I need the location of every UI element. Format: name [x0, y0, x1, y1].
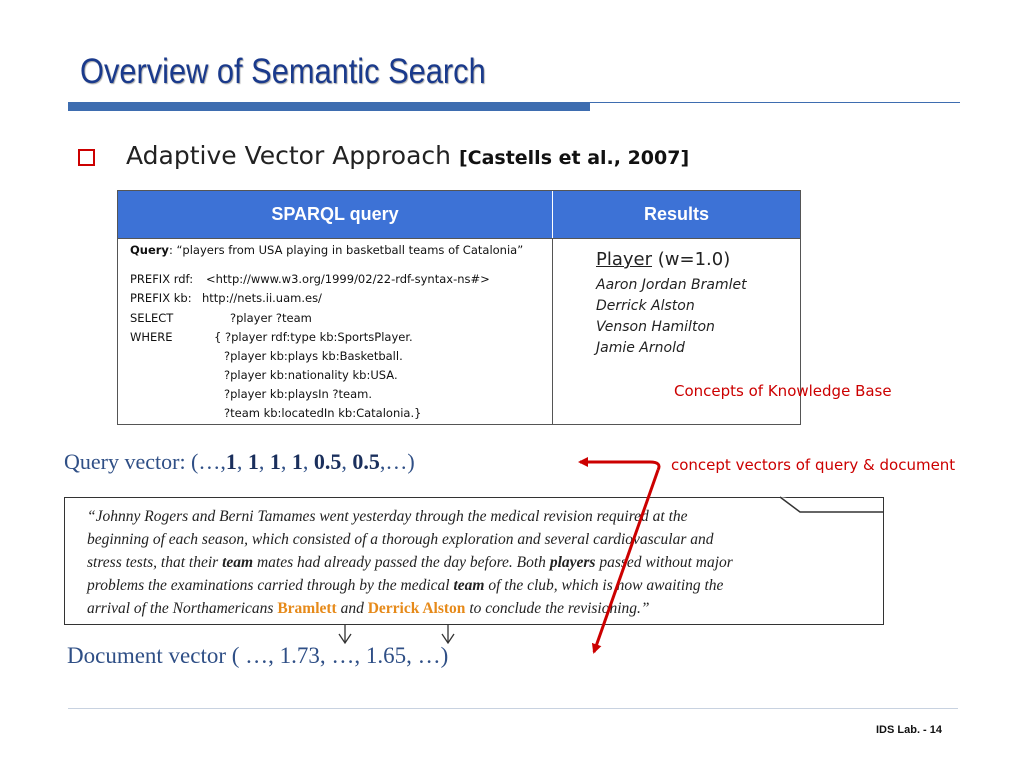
code-value: ?player ?team — [230, 311, 312, 325]
query-vector-value: 1 — [225, 449, 237, 474]
bullet-text: Adaptive Vector Approach — [126, 141, 451, 170]
document-concept-team: team — [453, 577, 485, 594]
down-arrow-icon — [339, 624, 351, 643]
table-header-results: Results — [553, 191, 800, 238]
bullet-citation: [Castells et al., 2007] — [458, 147, 690, 169]
arrow-to-query-vector-icon — [580, 462, 659, 470]
document-name-derrick-alston: Derrick Alston — [367, 600, 466, 617]
code-value: ?team kb:locatedIn kb:Catalonia.} — [224, 406, 422, 420]
document-line: “Johnny Rogers and Berni Tamames went yesterday through the medical revision required at the — [87, 508, 688, 525]
slide-number: IDS Lab. - 14 — [876, 724, 943, 736]
document-text: and — [336, 600, 368, 617]
document-concept-team: team — [222, 554, 254, 571]
footer-rule — [68, 708, 958, 709]
document-text: stress tests, that their — [87, 554, 223, 571]
query-vector-value: 1 — [247, 449, 259, 474]
code-value: ?player kb:plays kb:Basketball. — [224, 349, 403, 363]
document-name-bramlett: Bramlett — [277, 600, 337, 617]
results-heading-weight: (w=1.0) — [657, 249, 731, 270]
query-vector-value: 0.5 — [313, 449, 342, 474]
query-vector: Query vector: (…,1, 1, 1, 1, 0.5, 0.5,…) — [64, 449, 415, 474]
result-item: Aaron Jordan Bramlet — [596, 277, 747, 293]
code-key: SELECT — [130, 311, 174, 325]
result-item: Venson Hamilton — [596, 319, 715, 335]
query-text: : “players from USA playing in basketball teams of Catalonia” — [168, 243, 524, 257]
document-text: of the club, which is now awaiting the — [484, 577, 724, 594]
document-line: beginning of each season, which consisted of a thorough exploration and several cardiovascular and — [87, 531, 714, 548]
query-label: Query — [130, 243, 169, 257]
query-vector-value: 1 — [269, 449, 281, 474]
results-heading-player: Player — [596, 249, 653, 270]
code-key: PREFIX rdf: — [130, 272, 194, 286]
down-arrow-icon — [442, 624, 454, 643]
table-header-sparql-query: SPARQL query — [118, 191, 553, 238]
code-key: PREFIX kb: — [130, 291, 192, 305]
result-item: Jamie Arnold — [596, 340, 685, 356]
query-vector-prefix: Query vector: (…, — [64, 449, 226, 474]
concept-vectors-label: concept vectors of query & document — [671, 456, 956, 474]
document-text: arrival of the Northamericans — [87, 600, 278, 617]
document-text: problems the examinations carried through by the medical — [87, 577, 454, 594]
code-value: ?player kb:nationality kb:USA. — [224, 368, 398, 382]
code-value: ?player kb:playsIn ?team. — [224, 387, 373, 401]
document-vector: Document vector ( …, 1.73, …, 1.65, …) — [67, 643, 449, 668]
page-fold-icon — [780, 497, 884, 512]
concepts-of-knowledge-base-label: Concepts of Knowledge Base — [674, 382, 892, 400]
code-value: http://nets.ii.uam.es/ — [202, 291, 322, 305]
document-text: mates had already passed the day before. Both — [253, 554, 550, 571]
document-text: passed without major — [595, 554, 733, 571]
arrow-to-document-vector-icon — [594, 470, 658, 652]
result-item: Derrick Alston — [596, 298, 695, 314]
page-title: Overview of Semantic Search — [80, 52, 486, 91]
code-value: { ?player rdf:type kb:SportsPlayer. — [214, 330, 413, 344]
query-vector-suffix: ,…) — [379, 449, 415, 474]
query-vector-value: 1 — [291, 449, 303, 474]
query-vector-value: 0.5 — [352, 449, 380, 474]
code-value: <http://www.w3.org/1999/02/22-rdf-syntax-ns#> — [206, 272, 490, 286]
document-concept-players: players — [549, 554, 596, 571]
code-key: WHERE — [130, 330, 173, 344]
document-text: to conclude the revisioning.” — [465, 600, 650, 617]
